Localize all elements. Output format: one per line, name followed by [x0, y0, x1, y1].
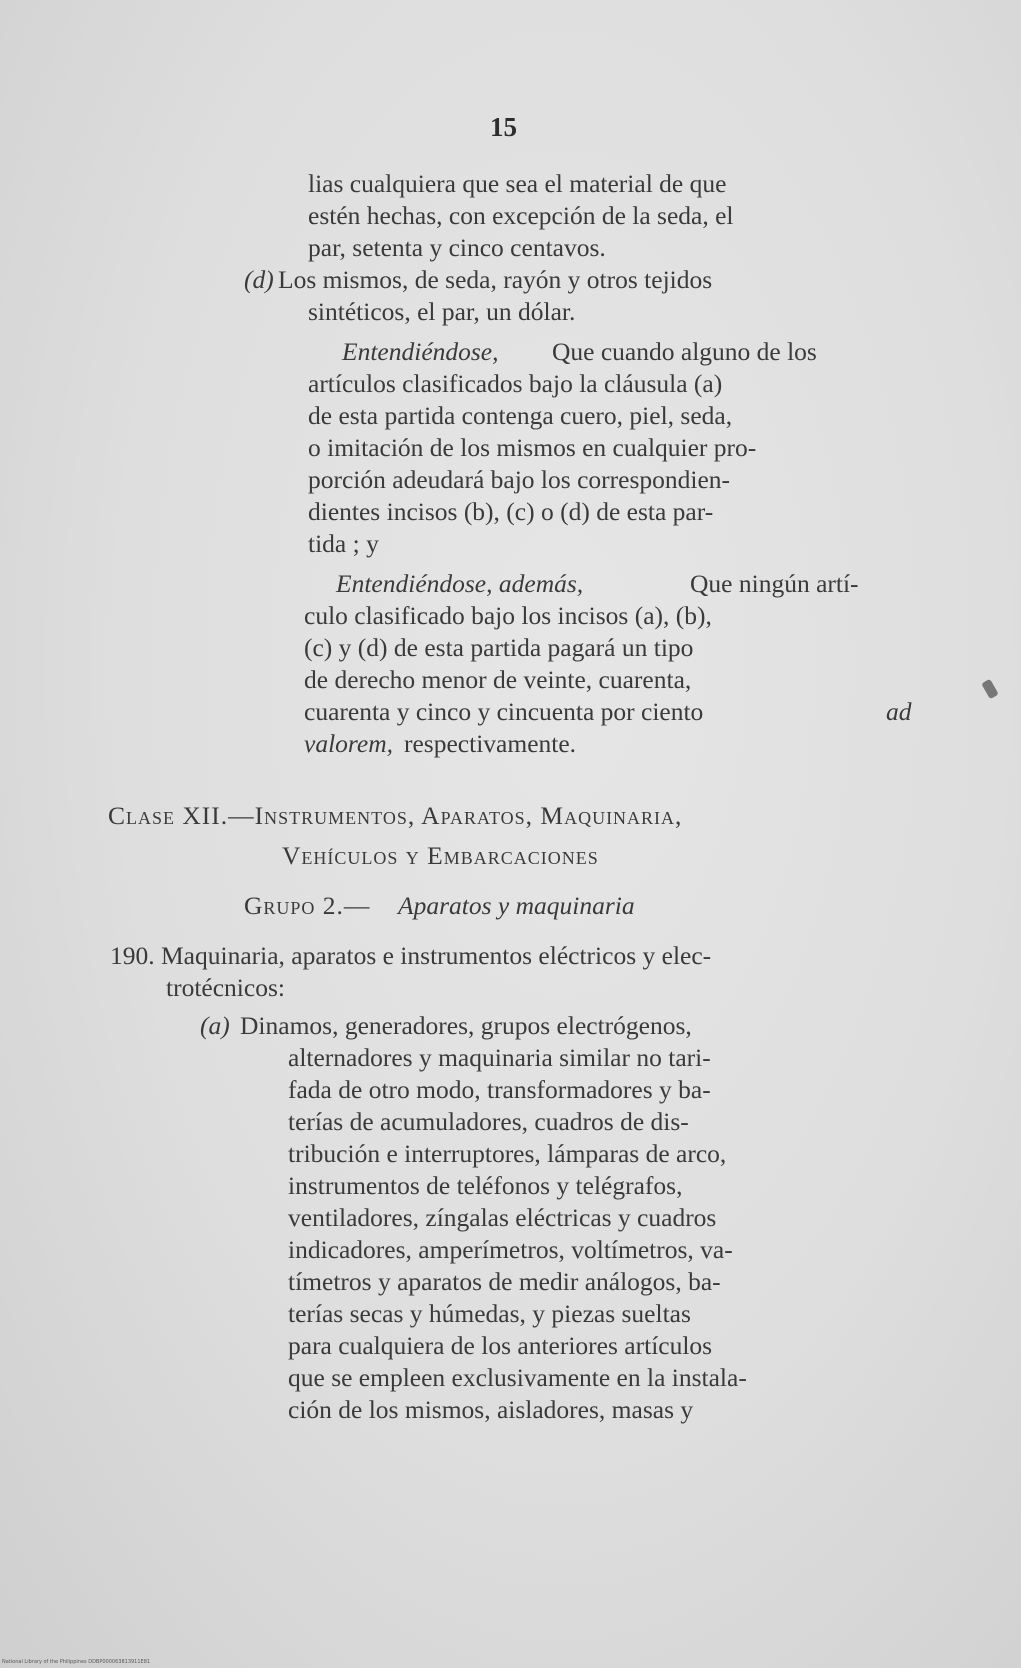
section-heading: Clase XII.—Instrumentos, Aparatos, Maquinaria, [108, 801, 683, 830]
text-line: ción de los mismos, aisladores, masas y [288, 1395, 694, 1424]
text-line: tida ; y [308, 529, 379, 558]
text-line: tribución e interruptores, lámparas de arco, [288, 1139, 727, 1168]
text-line-italic: valorem, [304, 729, 393, 758]
text-line: artículos clasificados bajo la cláusula (a) [308, 369, 723, 398]
text-line: tímetros y aparatos de medir análogos, ba- [288, 1267, 721, 1296]
item-label: (d) [244, 265, 274, 294]
item-label: (a) [200, 1011, 230, 1040]
scan-footer: National Library of the Philippines DDBP000063813911E81 [2, 1659, 151, 1665]
text-line: indicadores, amperímetros, voltímetros, va- [288, 1235, 733, 1264]
text-line: que se empleen exclusivamente en la instala- [288, 1363, 747, 1392]
text-line: Los mismos, de seda, rayón y otros tejidos [278, 265, 713, 294]
text-line: terías de acumuladores, cuadros de dis- [288, 1107, 689, 1136]
text-line: 190. Maquinaria, aparatos e instrumentos eléctricos y elec- [110, 941, 712, 970]
text-line: respectivamente. [404, 729, 577, 758]
text-line: (c) y (d) de esta partida pagará un tipo [304, 633, 694, 662]
text-line: trotécnicos: [166, 973, 285, 1002]
text-line: Que cuando alguno de los [552, 337, 817, 366]
text-line: fada de otro modo, transformadores y ba- [288, 1075, 711, 1104]
page-number: 15 [490, 112, 517, 142]
text-line: culo clasificado bajo los incisos (a), (b), [304, 601, 712, 630]
group-heading: Grupo 2.— [244, 891, 371, 920]
scan-smudge-mark [981, 679, 999, 700]
section-heading: Vehículos y Embarcaciones [282, 841, 599, 870]
text-line: estén hechas, con excepción de la seda, el [308, 201, 734, 230]
text-line-italic: Entendiéndose, [342, 337, 499, 366]
group-heading-italic: Aparatos y maquinaria [398, 891, 635, 920]
text-line: cuarenta y cinco y cincuenta por ciento [304, 697, 704, 726]
text-line: alternadores y maquinaria similar no tari- [288, 1043, 711, 1072]
text-line: dientes incisos (b), (c) o (d) de esta par- [308, 497, 714, 526]
text-line: Dinamos, generadores, grupos electrógenos, [240, 1011, 692, 1040]
text-line: porción adeudará bajo los correspondien- [308, 465, 731, 494]
text-line: para cualquiera de los anteriores artículos [288, 1331, 713, 1360]
text-line: de esta partida contenga cuero, piel, seda, [308, 401, 733, 430]
text-line: de derecho menor de veinte, cuarenta, [304, 665, 692, 694]
text-line: o imitación de los mismos en cualquier pro- [308, 433, 757, 462]
text-line: sintéticos, el par, un dólar. [308, 297, 576, 326]
text-line: terías secas y húmedas, y piezas sueltas [288, 1299, 691, 1328]
text-line: instrumentos de teléfonos y telégrafos, [288, 1171, 683, 1200]
text-line: lias cualquiera que sea el material de que [308, 169, 727, 198]
text-line: ventiladores, zíngalas eléctricas y cuadros [288, 1203, 717, 1232]
text-line-italic: ad [886, 697, 912, 726]
text-line: par, setenta y cinco centavos. [308, 233, 606, 262]
text-line-italic: Entendiéndose, además, [336, 569, 584, 598]
text-line: Que ningún artí- [690, 569, 859, 598]
